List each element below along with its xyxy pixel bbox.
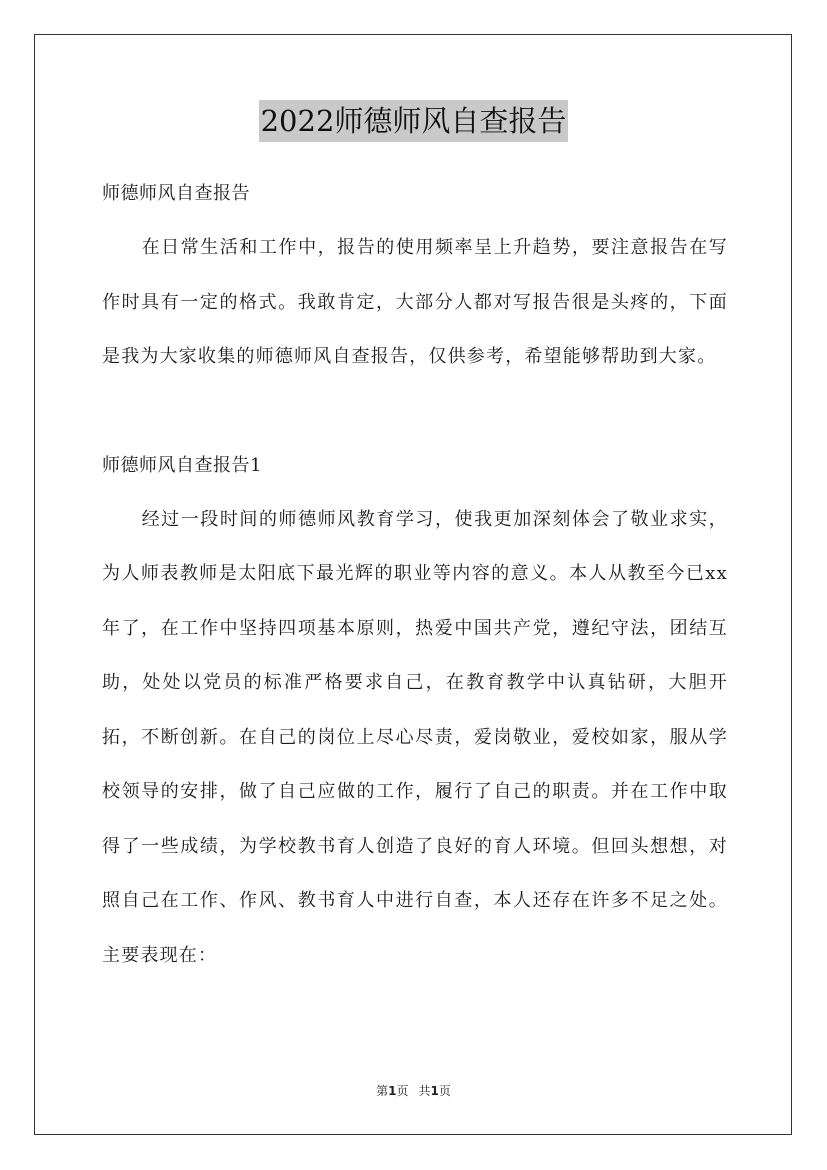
page-footer: [0, 1082, 827, 1099]
footer-total-suffix: 页: [438, 1084, 451, 1098]
section-spacer: [102, 385, 728, 439]
section-heading-1: 师德师风自查报告1: [102, 454, 262, 476]
footer-page-total: 1: [430, 1084, 439, 1098]
footer-page-prefix: 第: [376, 1084, 389, 1098]
title-container: [0, 100, 827, 142]
intro-paragraph: 在日常生活和工作中，报告的使用频率呈上升趋势，要注意报告在写作时具有一定的格式。我敢肯定，大部分人都对写报告很是头疼的，下面是我为大家收集的师德师风自查报告，仅供参考，希望能够帮助到大家。: [102, 237, 728, 367]
footer-page-current: 1: [388, 1084, 397, 1098]
footer-page-suffix: 页: [396, 1084, 409, 1098]
document-body: [102, 167, 728, 983]
body-paragraph: 经过一段时间的师德师风教育学习，使我更加深刻体会了敬业求实，为人师表教师是太阳底下最光辉的职业等内容的意义。本人从教至今已xx年了，在工作中坚持四项基本原则，热爱中国共产党，遵纪守法，团结互助，处处以党员的标准严格要求自己，在教育教学中认真钻研，大胆开拓，不断创新。在自己的岗位上尽心尽责，爱岗敬业，爱校如家，服从学校领导的安排，做了自己应做的工作，履行了自己的职责。并在工作中取得了一些成绩，为学校教书育人创造了良好的育人环境。但回头想想，对照自己在工作、作风、教书育人中进行自查，本人还存在许多不足之处。主要表现在：: [102, 508, 728, 966]
section-heading: 师德师风自查报告: [102, 183, 250, 204]
footer-total-prefix: 共: [418, 1084, 431, 1098]
document-title: 2022师德师风自查报告: [259, 100, 569, 142]
